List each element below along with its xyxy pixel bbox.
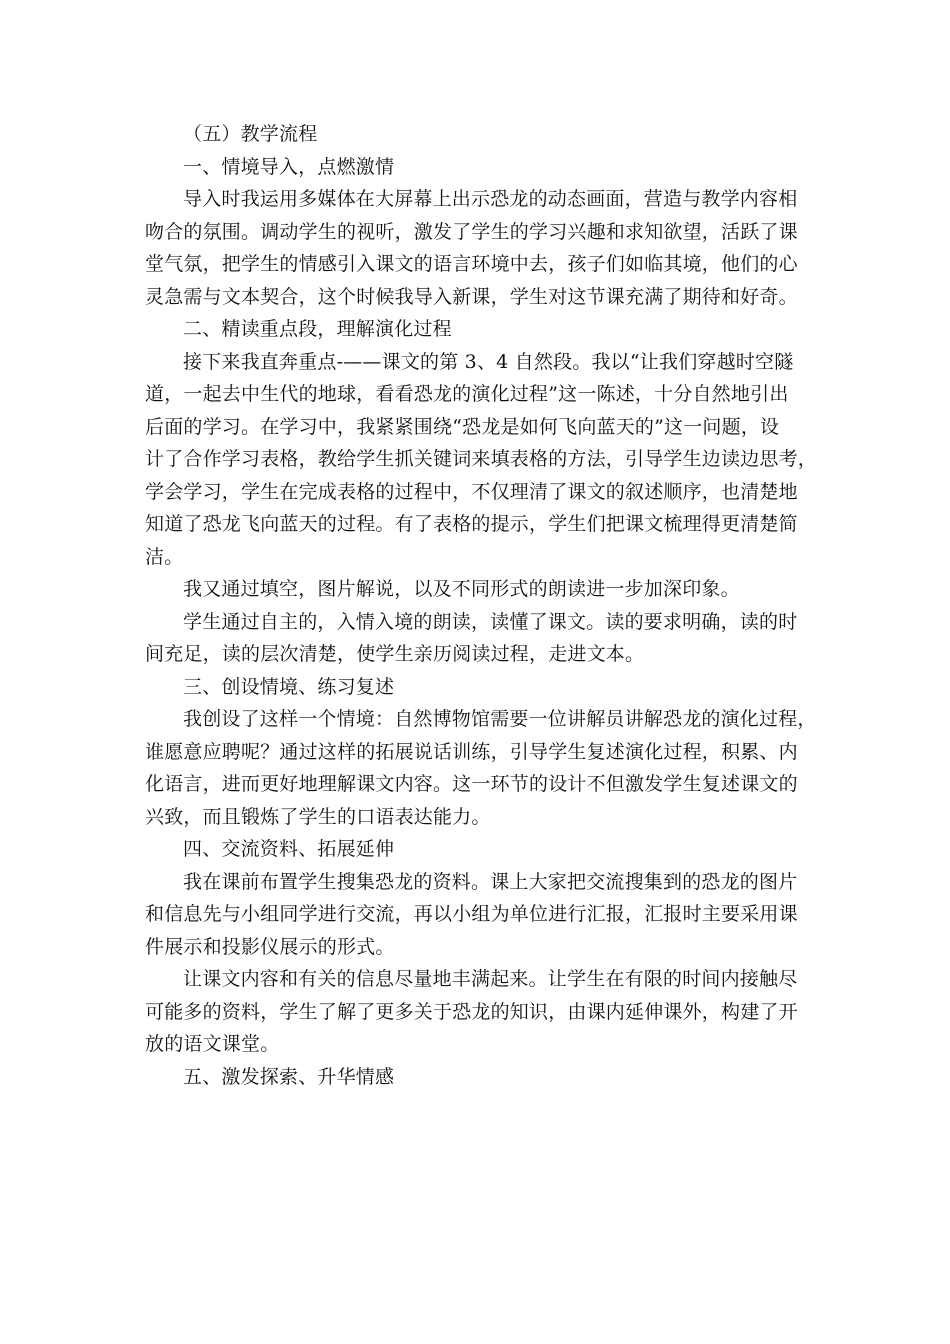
text-line: 导入时我运用多媒体在大屏幕上出示恐龙的动态画面，营造与教学内容相 bbox=[183, 188, 798, 210]
text-line: 可能多的资料，学生了解了更多关于恐龙的知识，由课内延伸课外，构建了开 bbox=[145, 1000, 798, 1023]
text-line: 件展示和投影仪展示的形式。 bbox=[145, 935, 395, 958]
text-line: 接下来我直奔重点-——课文的第 3、4 自然段。我以“让我们穿越时空隧 bbox=[183, 350, 794, 373]
document-page bbox=[145, 118, 818, 1093]
text-line: 让课文内容和有关的信息尽量地丰满起来。让学生在有限的时间内接触尽 bbox=[183, 968, 798, 990]
text-line: 间充足，读的层次清楚，使学生亲历阅读过程，走进文本。 bbox=[145, 643, 645, 665]
text-line: 和信息先与小组同学进行交流，再以小组为单位进行汇报，汇报时主要采用课 bbox=[145, 903, 798, 925]
text-line: 我又通过填空，图片解说，以及不同形式的朗读进一步加深印象。 bbox=[183, 578, 740, 600]
text-line: （五）教学流程 bbox=[183, 123, 318, 145]
text-line: 四、交流资料、拓展延伸 bbox=[183, 838, 395, 860]
text-line: 吻合的氛围。调动学生的视听，激发了学生的学习兴趣和求知欲望，活跃了课 bbox=[145, 220, 798, 243]
text-line: 后面的学习。在学习中，我紧紧围绕“恐龙是如何飞向蓝天的”这一问题，设 bbox=[145, 415, 780, 438]
text-line: 二、精读重点段，理解演化过程 bbox=[183, 318, 452, 340]
text-line: 我在课前布置学生搜集恐龙的资料。课上大家把交流搜集到的恐龙的图片 bbox=[183, 870, 798, 893]
text-line: 洁。 bbox=[145, 545, 184, 568]
text-line: 五、激发探索、升华情感 bbox=[183, 1065, 395, 1088]
text-line: 学生通过自主的，入情入境的朗读，读懂了课文。读的要求明确，读的时 bbox=[183, 610, 798, 633]
text-line: 学会学习，学生在完成表格的过程中，不仅理清了课文的叙述顺序，也清楚地 bbox=[145, 480, 798, 503]
text-line: 放的语文课堂。 bbox=[145, 1033, 280, 1055]
text-line: 三、创设情境、练习复述 bbox=[183, 675, 395, 698]
text-line: 计了合作学习表格，教给学生抓关键词来填表格的方法，引导学生边读边思考， bbox=[145, 448, 818, 470]
text-line: 兴致，而且锻炼了学生的口语表达能力。 bbox=[145, 805, 491, 828]
text-line: 知道了恐龙飞向蓝天的过程。有了表格的提示，学生们把课文梳理得更清楚简 bbox=[145, 513, 798, 535]
text-line: 我创设了这样一个情境：自然博物馆需要一位讲解员讲解恐龙的演化过程， bbox=[183, 708, 817, 730]
text-line: 灵急需与文本契合，这个时候我导入新课，学生对这节课充满了期待和好奇。 bbox=[145, 285, 798, 308]
text-line: 堂气氛，把学生的情感引入课文的语言环境中去，孩子们如临其境，他们的心 bbox=[145, 253, 798, 275]
text-line: 化语言，进而更好地理解课文内容。这一环节的设计不但激发学生复述课文的 bbox=[145, 773, 798, 795]
text-line: 道，一起去中生代的地球，看看恐龙的演化过程”这一陈述，十分自然地引出 bbox=[145, 383, 789, 405]
text-line: 谁愿意应聘呢？通过这样的拓展说话训练，引导学生复述演化过程，积累、内 bbox=[145, 740, 798, 763]
text-line: 一、情境导入，点燃激情 bbox=[183, 155, 395, 178]
